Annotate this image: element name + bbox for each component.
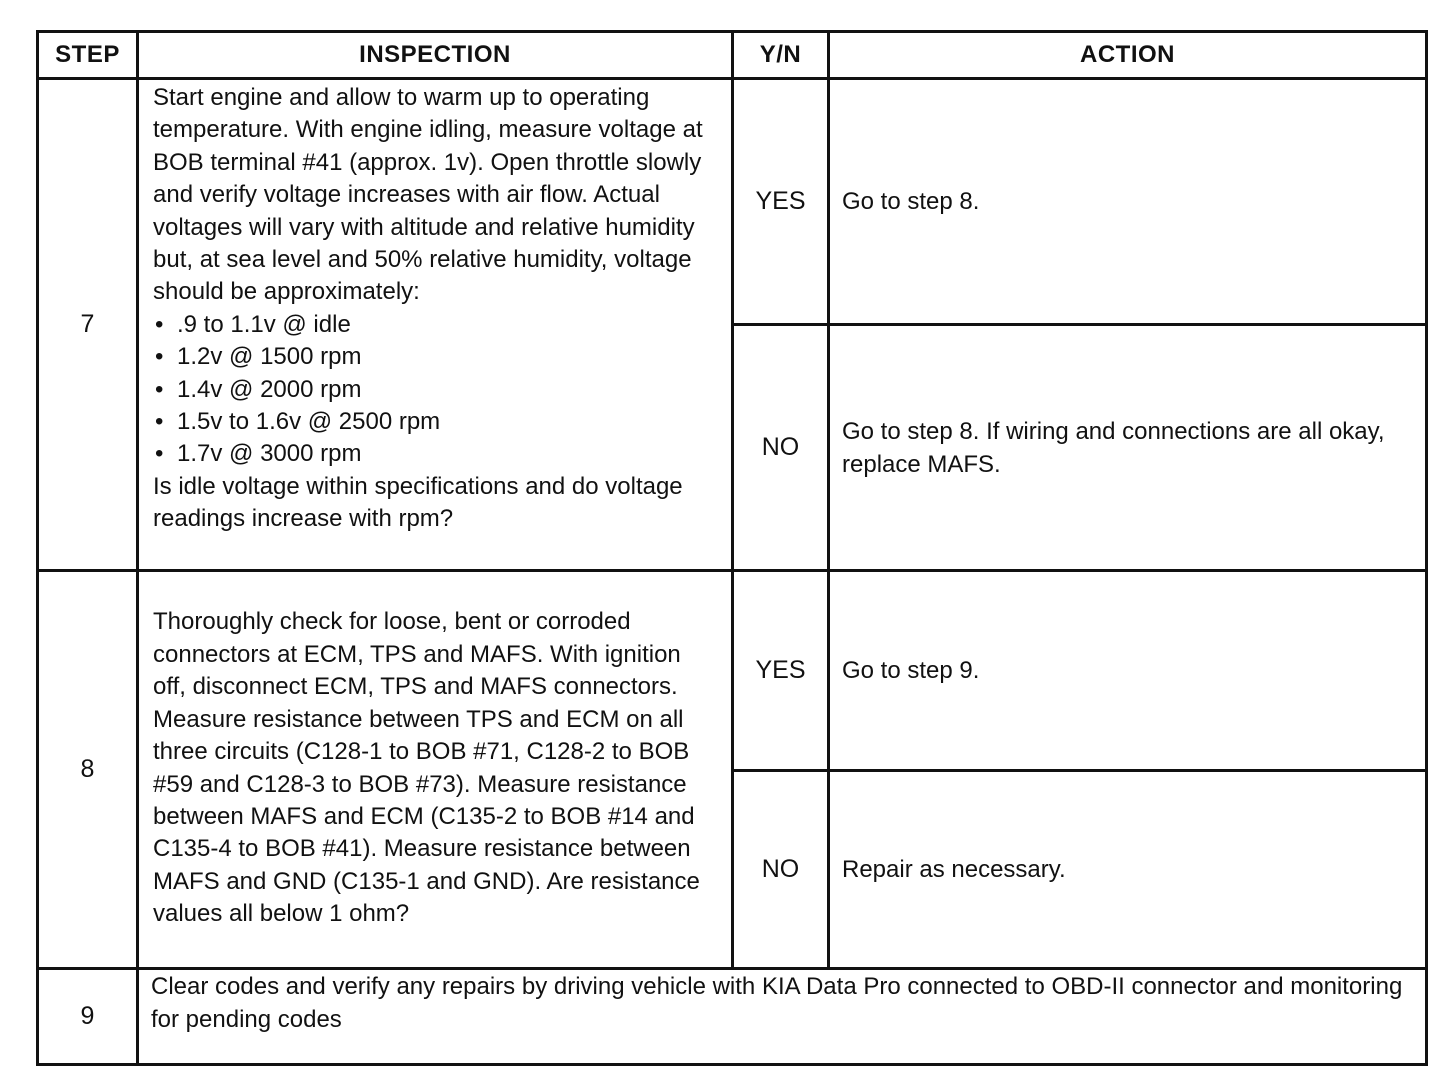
step-number: 9 [38,969,138,1065]
header-row [38,32,1427,79]
diagnostic-table-frame [36,30,1428,1066]
header-inspection: INSPECTION [138,32,733,79]
step-number: 7 [38,79,138,571]
list-item: • 1.7v @ 3000 rpm [153,438,719,470]
inspection-question: Is idle voltage within specifications and do voltage readings increase with rpm? [153,472,683,533]
no-label: NO [733,325,829,571]
yes-action: Go to step 8. [829,79,1427,325]
list-item: • 1.4v @ 2000 rpm [153,374,719,406]
header-yn: Y/N [733,32,829,79]
voltage-spec-list [153,309,719,471]
yes-label: YES [733,79,829,325]
step-number: 8 [38,571,138,969]
table-row-step-7-yes [38,79,1427,325]
no-action: Go to step 8. If wiring and connections are all okay, replace MAFS. [829,325,1427,571]
table-row-step-8-yes [38,571,1427,771]
diagnostic-table [36,30,1428,1066]
inspection-step-9: Clear codes and verify any repairs by driving vehicle with KIA Data Pro connected to OBD-II connector and monitoring for pending codes [138,969,1427,1065]
no-action: Repair as necessary. [829,771,1427,969]
list-item: • 1.2v @ 1500 rpm [153,341,719,373]
table-row-step-9 [38,969,1427,1065]
list-item: • 1.5v to 1.6v @ 2500 rpm [153,406,719,438]
yes-action: Go to step 9. [829,571,1427,771]
list-item: • .9 to 1.1v @ idle [153,309,719,341]
header-step: STEP [38,32,138,79]
inspection-text: Start engine and allow to warm up to operating temperature. With engine idling, measure voltage at BOB terminal #41 (approx. 1v). Open throttle slowly and verify voltage increases with air flow. Actual voltages will vary with altitude and relative humidity but, at sea level and 50% relative humidity, voltage should be approximately: [153,84,703,306]
inspection-step-8: Thoroughly check for loose, bent or corroded connectors at ECM, TPS and MAFS. With ignition off, disconnect ECM, TPS and MAFS connectors. Measure resistance between TPS and ECM on all three circuits (C128-1 to BOB #71, C128-2 to BOB #59 and C128-3 to BOB #73). Measure resistance between MAFS and ECM (C135-2 to BOB #14 and C135-4 to BOB #41). Measure resistance between MAFS and GND (C135-1 and GND). Are resistance values all below 1 ohm? [138,571,733,969]
inspection-step-7 [138,79,733,571]
header-action: ACTION [829,32,1427,79]
yes-label: YES [733,571,829,771]
no-label: NO [733,771,829,969]
